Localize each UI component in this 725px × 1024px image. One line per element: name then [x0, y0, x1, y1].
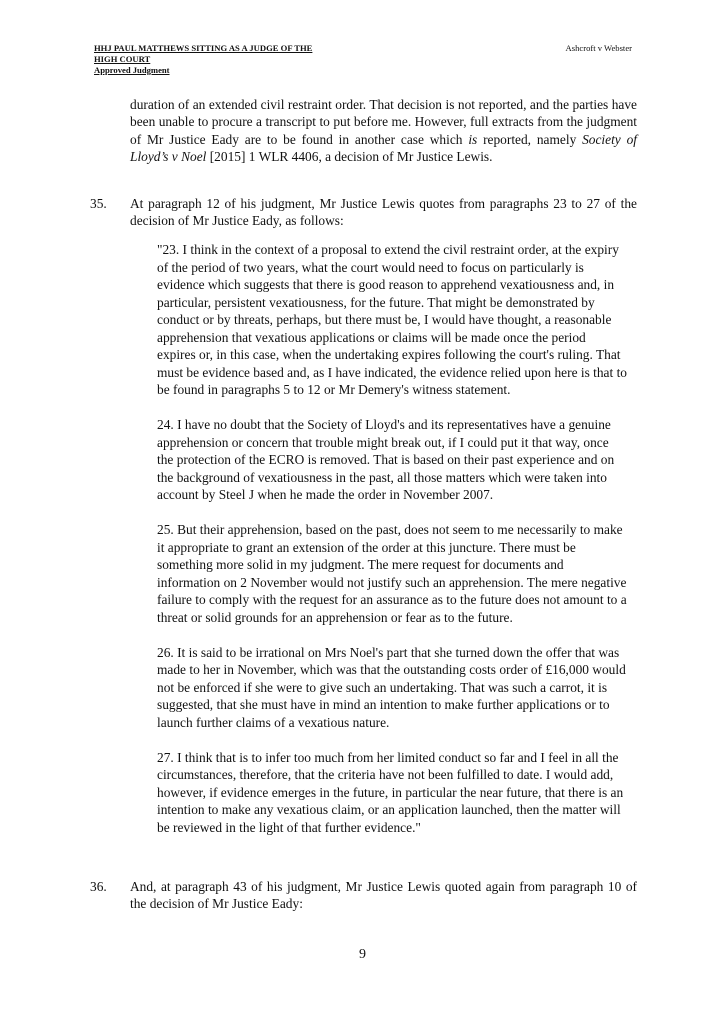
continuation-paragraph	[130, 96, 637, 166]
judgment-header	[94, 43, 394, 76]
header-judge-line: HHJ PAUL MATTHEWS SITTING AS A JUDGE OF THE	[94, 43, 313, 53]
case-citation-italic: Society of Lloyd’s v Noel	[130, 131, 637, 165]
continuation-text-b: reported, namely	[477, 131, 583, 147]
quote-paragraph-25: 25. But their apprehension, based on the past, does not seem to me necessarily to make it appropriate to grant an extension of the order at this juncture. There must be something more solid in my judgment. The mere request for documents and information on 2 November would not justify such an apprehension. The mere negative failure to comply with the request for an assurance as to the future does not amount to a threat or solid grounds for an apprehension or fear as to the future.	[157, 522, 627, 625]
quote-paragraph-23: "23. I think in the context of a proposal to extend the civil restraint order, at the expiry of the period of two years, what the court would need to focus on particularly is evidence which suggests that there is good reason to apprehend vexatiousness and, in particular, persistent vexatiousness, for the future. That might be demonstrated by conduct or by threats, perhaps, but there must be, I would have thought, a reasonable apprehension that vexatious applications or claims will be made once the period expires or, in this case, when the undertaking expires following the court's ruling. That must be evidence based and, as I have indicated, the evidence relied upon here is that to be found in paragraphs 5 to 12 or Mr Demery's witness statement.	[157, 242, 627, 397]
page-number: 9	[359, 947, 366, 962]
paragraph-35: At paragraph 12 of his judgment, Mr Justice Lewis quotes from paragraphs 23 to 27 of the decision of Mr Justice Eady, as follows:	[130, 196, 637, 229]
paragraph-36: And, at paragraph 43 of his judgment, Mr Justice Lewis quoted again from paragraph 10 of the decision of Mr Justice Eady:	[130, 879, 637, 912]
block-quote	[157, 241, 627, 854]
quote-paragraph-24: 24. I have no doubt that the Society of Lloyd's and its representatives have a genuine apprehension or concern that trouble might break out, if I could put it that way, once the protection of the ECRO is removed. That is based on their past experience and on the background of vexatiousness in the past, all those matters which were taken into account by Steel J when he made the order in November 2007.	[157, 417, 615, 502]
quote-paragraph-26: 26. It is said to be irrational on Mrs Noel's part that she turned down the offer that was made to her in November, which was that the outstanding costs order of £16,000 would not be enforced if she were to give such an undertaking. That was such a carrot, it is suggested, that she must have in mind an intention to make further applications or to launch further claims of a vexatious nature.	[157, 644, 626, 730]
quote-paragraph-27: 27. I think that is to infer too much from her limited conduct so far and I feel in all the circumstances, therefore, that the criteria have not been fulfilled to date. I would add, however, if evidence emerges in the future, in particular the near future, that there is an intention to make any vexatious claim, or an application launched, then the matter will be reviewed in the light of that further evidence."	[157, 749, 624, 835]
header-case-name: Ashcroft v Webster	[565, 43, 632, 53]
header-court-line: HIGH COURT	[94, 54, 151, 64]
paragraph-number-36: 36.	[90, 879, 107, 894]
continuation-text-a: duration of an extended civil restraint order. That decision is not reported, and the parties have been unable to procure a transcript to put before me. However, full extracts from the judgment of Mr Justice Eady are to be found in another case which	[130, 97, 637, 147]
header-status-line: Approved Judgment	[94, 65, 170, 75]
continuation-text-c: [2015] 1 WLR 4406, a decision of Mr Justice Lewis.	[206, 149, 493, 165]
paragraph-number-35: 35.	[90, 196, 107, 211]
continuation-italic-is: is	[468, 131, 478, 147]
